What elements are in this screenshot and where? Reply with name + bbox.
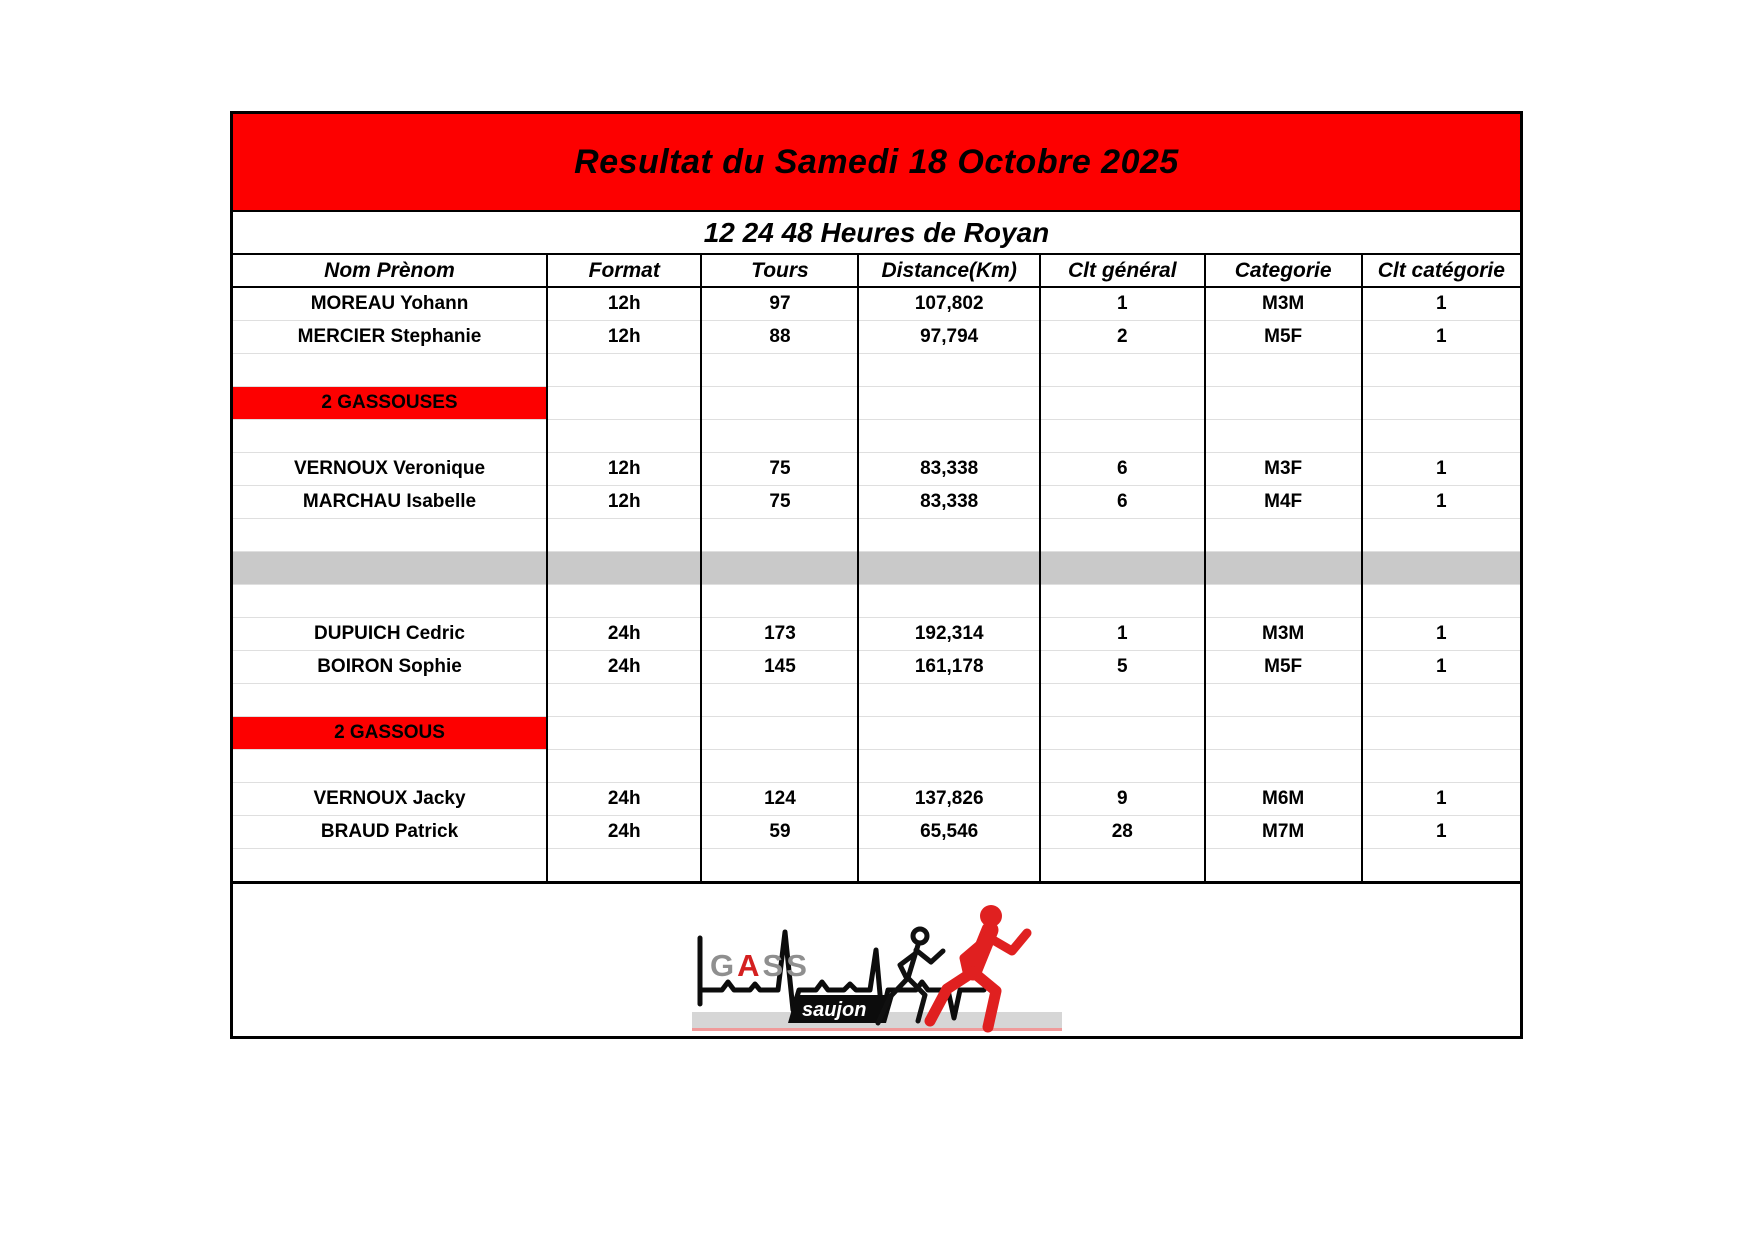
cell-nom xyxy=(233,683,547,716)
cell-clt-general: 9 xyxy=(1040,782,1205,815)
empty-row xyxy=(233,749,1520,782)
cell-categorie: M6M xyxy=(1205,782,1362,815)
cell-categorie: M3M xyxy=(1205,617,1362,650)
results-body xyxy=(233,287,1520,881)
cell-clt-general: 5 xyxy=(1040,650,1205,683)
cell-tours xyxy=(701,584,858,617)
cell-distance xyxy=(858,848,1039,881)
cell-clt-categorie xyxy=(1362,749,1520,782)
cell-nom xyxy=(233,749,547,782)
cell-nom: BOIRON Sophie xyxy=(233,650,547,683)
cell-nom: MOREAU Yohann xyxy=(310,292,469,314)
club-logo-cell xyxy=(233,881,1520,1036)
event-row xyxy=(233,212,1520,253)
cell-categorie xyxy=(1205,716,1362,749)
cell-format xyxy=(547,749,701,782)
cell-distance xyxy=(858,353,1039,386)
header-format: Format xyxy=(547,254,701,287)
result-row xyxy=(233,815,1520,848)
cell-nom: MERCIER Stephanie xyxy=(233,320,547,353)
header-nom: Nom Prènom xyxy=(233,254,547,287)
cell-clt-general: 2 xyxy=(1040,320,1205,353)
cell-distance xyxy=(858,749,1039,782)
cell-format xyxy=(547,584,701,617)
cell-distance xyxy=(858,584,1039,617)
cell-clt-categorie xyxy=(1362,353,1520,386)
town-name-text: saujon xyxy=(801,999,866,1021)
cell-format xyxy=(547,353,701,386)
cell-nom: 2 GASSOUSES xyxy=(233,386,547,419)
result-row xyxy=(233,320,1520,353)
cell-format: 24h xyxy=(547,815,701,848)
cell-categorie xyxy=(1205,419,1362,452)
cell-clt-categorie: 1 xyxy=(1362,287,1520,320)
cell-distance xyxy=(858,716,1039,749)
cell-nom xyxy=(233,419,547,452)
cell-distance: 137,826 xyxy=(858,782,1039,815)
cell-clt-general xyxy=(1040,386,1205,419)
cell-distance xyxy=(858,551,1039,584)
cell-clt-general: 6 xyxy=(1040,485,1205,518)
cell-tours xyxy=(701,551,858,584)
cell-tours: 97 xyxy=(701,287,858,320)
result-row xyxy=(233,650,1520,683)
cell-distance xyxy=(858,683,1039,716)
cell-distance: 97,794 xyxy=(858,320,1039,353)
cell-nom: BRAUD Patrick xyxy=(233,815,547,848)
results-sheet xyxy=(230,111,1523,1039)
cell-clt-categorie: 1 xyxy=(1362,320,1520,353)
gass-saujon-logo xyxy=(692,900,1062,1035)
cell-categorie xyxy=(1205,683,1362,716)
cell-nom: 2 GASSOUS xyxy=(233,716,547,749)
cell-nom xyxy=(233,584,547,617)
cell-format xyxy=(547,848,701,881)
cell-format: 12h xyxy=(547,287,701,320)
cell-format: 24h xyxy=(547,782,701,815)
club-name-text: GASS xyxy=(709,948,810,983)
empty-row xyxy=(233,419,1520,452)
cell-tours: 124 xyxy=(701,782,858,815)
track-bar-line xyxy=(692,1028,1062,1031)
cell-clt-general xyxy=(1040,716,1205,749)
cell-clt-general xyxy=(1040,551,1205,584)
cell-tours xyxy=(701,353,858,386)
cell-distance: 65,546 xyxy=(858,815,1039,848)
cell-tours: 145 xyxy=(701,650,858,683)
red-runner-icon xyxy=(930,905,1027,1027)
result-row xyxy=(233,452,1520,485)
cell-clt-categorie: 1 xyxy=(1362,815,1520,848)
cell-clt-general xyxy=(1040,518,1205,551)
header-clt-general: Clt général xyxy=(1040,254,1205,287)
cell-distance xyxy=(858,518,1039,551)
cell-categorie: M7M xyxy=(1205,815,1362,848)
empty-row xyxy=(233,848,1520,881)
cell-clt-general xyxy=(1040,584,1205,617)
header-row xyxy=(233,254,1520,287)
cell-distance xyxy=(858,419,1039,452)
cell-distance xyxy=(858,386,1039,419)
cell-format xyxy=(547,386,701,419)
event-title: 12 24 48 Heures de Royan xyxy=(703,216,1050,248)
cell-tours xyxy=(701,386,858,419)
cell-tours xyxy=(701,419,858,452)
cell-format xyxy=(547,716,701,749)
cell-categorie xyxy=(1205,584,1362,617)
cell-tours xyxy=(701,716,858,749)
header-tours: Tours xyxy=(701,254,858,287)
cell-clt-categorie xyxy=(1362,551,1520,584)
cell-clt-general xyxy=(1040,419,1205,452)
cell-categorie: M3M xyxy=(1205,287,1362,320)
cell-clt-categorie xyxy=(1362,386,1520,419)
cell-format xyxy=(547,419,701,452)
empty-row xyxy=(233,353,1520,386)
cell-format xyxy=(547,551,701,584)
cell-clt-categorie xyxy=(1362,518,1520,551)
cell-clt-general: 1 xyxy=(1040,617,1205,650)
empty-row xyxy=(233,584,1520,617)
cell-distance: 192,314 xyxy=(858,617,1039,650)
cell-format: 12h xyxy=(547,320,701,353)
cell-categorie xyxy=(1205,848,1362,881)
cell-nom: MARCHAU Isabelle xyxy=(233,485,547,518)
cell-nom: VERNOUX Jacky xyxy=(233,782,547,815)
cell-distance: 107,802 xyxy=(858,287,1039,320)
cell-distance: 83,338 xyxy=(858,485,1039,518)
header-clt-categorie: Clt catégorie xyxy=(1362,254,1520,287)
gray-row xyxy=(233,551,1520,584)
cell-categorie: M4F xyxy=(1205,485,1362,518)
results-table xyxy=(233,253,1520,881)
cell-categorie: M5F xyxy=(1205,650,1362,683)
cell-nom xyxy=(233,353,547,386)
cell-clt-categorie: 1 xyxy=(1362,782,1520,815)
cell-clt-categorie xyxy=(1362,419,1520,452)
cell-format: 24h xyxy=(547,650,701,683)
cell-clt-general xyxy=(1040,749,1205,782)
cell-categorie: M5F xyxy=(1205,320,1362,353)
cell-tours xyxy=(701,749,858,782)
cell-tours: 75 xyxy=(701,452,858,485)
cell-distance: 161,178 xyxy=(858,650,1039,683)
cell-clt-general xyxy=(1040,683,1205,716)
cell-clt-categorie xyxy=(1362,848,1520,881)
cell-nom xyxy=(233,518,547,551)
header-distance: Distance(Km) xyxy=(858,254,1039,287)
cell-categorie xyxy=(1205,386,1362,419)
cell-clt-general: 6 xyxy=(1040,452,1205,485)
cell-clt-categorie: 1 xyxy=(1362,452,1520,485)
cell-format xyxy=(547,518,701,551)
cell-nom: VERNOUX Veronique xyxy=(233,452,547,485)
cell-tours xyxy=(701,518,858,551)
cell-tours: 59 xyxy=(701,815,858,848)
cell-categorie xyxy=(1205,518,1362,551)
cell-clt-general: 28 xyxy=(1040,815,1205,848)
result-row xyxy=(233,617,1520,650)
cell-tours xyxy=(701,683,858,716)
cell-clt-general: 1 xyxy=(1040,287,1205,320)
cell-clt-categorie: 1 xyxy=(1362,650,1520,683)
empty-row xyxy=(233,518,1520,551)
cell-clt-categorie xyxy=(1362,683,1520,716)
title-banner xyxy=(233,114,1520,212)
cell-nom xyxy=(233,848,547,881)
result-row xyxy=(233,782,1520,815)
header-categorie: Categorie xyxy=(1205,254,1362,287)
result-row xyxy=(233,485,1520,518)
cell-format xyxy=(547,683,701,716)
cell-format: 12h xyxy=(547,452,701,485)
cell-tours: 173 xyxy=(701,617,858,650)
section-row xyxy=(233,716,1520,749)
cell-tours xyxy=(701,848,858,881)
cell-nom: DUPUICH Cedric xyxy=(233,617,547,650)
empty-row xyxy=(233,683,1520,716)
cell-nom xyxy=(233,551,547,584)
section-row xyxy=(233,386,1520,419)
cell-clt-categorie: 1 xyxy=(1362,485,1520,518)
cell-clt-categorie: 1 xyxy=(1362,617,1520,650)
cell-format: 24h xyxy=(547,617,701,650)
cell-categorie xyxy=(1205,353,1362,386)
cell-clt-categorie xyxy=(1362,584,1520,617)
cell-clt-general xyxy=(1040,848,1205,881)
cell-clt-general xyxy=(1040,353,1205,386)
cell-categorie xyxy=(1205,551,1362,584)
result-row xyxy=(233,287,1520,320)
cell-distance: 83,338 xyxy=(858,452,1039,485)
cell-tours: 75 xyxy=(701,485,858,518)
cell-categorie: M3F xyxy=(1205,452,1362,485)
cell-format: 12h xyxy=(547,485,701,518)
cell-clt-categorie xyxy=(1362,716,1520,749)
cell-tours: 88 xyxy=(701,320,858,353)
cell-categorie xyxy=(1205,749,1362,782)
page-title: Resultat du Samedi 18 Octobre 2025 xyxy=(574,142,1179,181)
